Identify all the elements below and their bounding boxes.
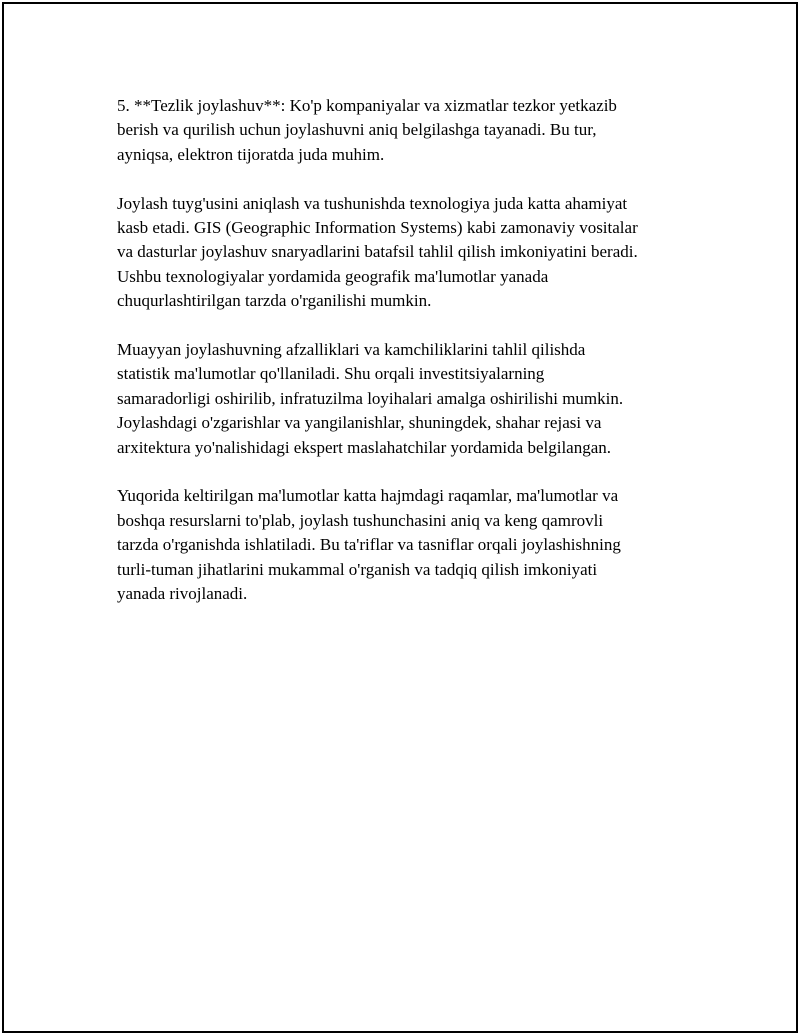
document-body [117, 94, 697, 631]
paragraph-conclusion: Yuqorida keltirilgan ma'lumotlar katta hajmdagi raqamlar, ma'lumotlar va boshqa resurslarni to'plab, joylash tushunchasini aniq va keng qamrovli tarzda o'rganishda ishlatiladi. Bu ta'riflar va tasniflar orqali joylashishning turli-tuman jihatlarini mukammal o'rganish va tadqiq qilish imkoniyati yanada rivojlanadi. [117, 486, 621, 604]
paragraph-tezlik-joylashuv: 5. **Tezlik joylashuv**: Ko'p kompaniyalar va xizmatlar tezkor yetkazib berish va qurilish uchun joylashuvni aniq belgilashga tayanadi. Bu tur, ayniqsa, elektron tijoratda juda muhim. [117, 96, 617, 164]
paragraph-statistics: Muayyan joylashuvning afzalliklari va kamchiliklarini tahlil qilishda statistik ma'lumotlar qo'llaniladi. Shu orqali investitsiyalarning samaradorligi oshirilib, infratuzilma loyihalari amalga oshirilishi mumkin. Joylashdagi o'zgarishlar va yangilanishlar, shuningdek, shahar rejasi va arxitektura yo'nalishidagi ekspert maslahatchilar yordamida belgilangan. [117, 340, 624, 457]
paragraph-technology: Joylash tuyg'usini aniqlash va tushunishda texnologiya juda katta ahamiyat kasb etadi. GIS (Geographic Information Systems) kabi zamonaviy vositalar va dasturlar joylashuv snaryadlarini batafsil tahlil qilish imkoniyatini beradi. Ushbu texnologiyalar yordamida geografik ma'lumotlar yanada chuqurlashtirilgan tarzda o'rganilishi mumkin. [117, 193, 638, 311]
